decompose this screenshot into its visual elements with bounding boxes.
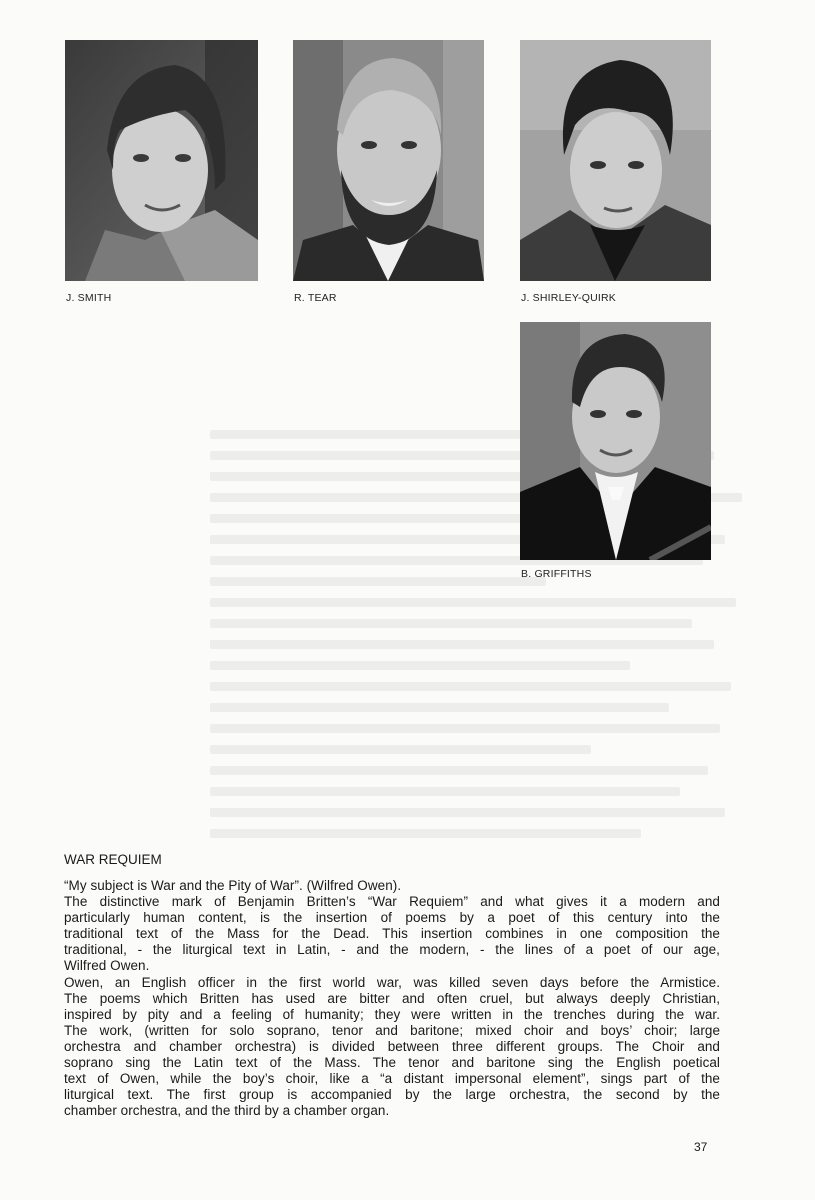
body-line: chamber orchestra, and the third by a chamber organ. <box>64 1103 390 1119</box>
portrait-caption: J. SMITH <box>66 292 112 304</box>
body-line: “My subject is War and the Pity of War”. (Wilfred Owen). <box>64 878 402 893</box>
portrait-photo-tear <box>293 40 484 281</box>
portrait-photo-smith <box>65 40 258 281</box>
body-line: traditional text of the Mass for the Dead. This insertion combines in one composition the <box>64 926 720 942</box>
portrait-photo-shirley-quirk <box>520 40 711 281</box>
body-line: Wilfred Owen. <box>64 958 150 974</box>
body-line: Owen, an English officer in the first world war, was killed seven days before the Armistice. <box>64 974 720 990</box>
body-line: The work, (written for solo soprano, tenor and baritone; mixed choir and boys’ choir; large <box>64 1022 720 1038</box>
body-line: particularly human content, is the insertion of poems by a poet of this century into the <box>64 910 720 926</box>
page-number: 37 <box>694 1140 708 1154</box>
body-line: soprano sing the Latin text of the Mass. The tenor and baritone sing the English poetical <box>64 1055 720 1071</box>
body-line: The distinctive mark of Benjamin Britten’s “War Requiem” and what gives it a modern and <box>64 894 720 910</box>
body-line: The poems which Britten has used are bitter and often cruel, but always deeply Christian, <box>64 990 720 1006</box>
body-line: liturgical text. The first group is accompanied by the large orchestra, the second by the <box>64 1087 720 1103</box>
article-war-requiem <box>64 852 720 1119</box>
portrait-caption: J. SHIRLEY-QUIRK <box>521 292 617 304</box>
body-line: text of Owen, while the boy’s choir, like a “a distant impersonal element”, sings part of the <box>64 1071 720 1087</box>
portrait-caption: R. TEAR <box>294 292 337 304</box>
portrait-photo-griffiths <box>520 322 711 560</box>
body-line: traditional, - the liturgical text in Latin, - and the modern, - the lines of a poet of our age, <box>64 942 720 958</box>
article-heading: WAR REQUIEM <box>64 852 162 867</box>
body-line: inspired by pity and a feeling of humanity; they were written in the trenches during the war. <box>64 1006 720 1022</box>
portrait-caption: B. GRIFFITHS <box>521 568 592 580</box>
body-line: orchestra and chamber orchestra) is divided between three different groups. The Choir and <box>64 1038 720 1054</box>
